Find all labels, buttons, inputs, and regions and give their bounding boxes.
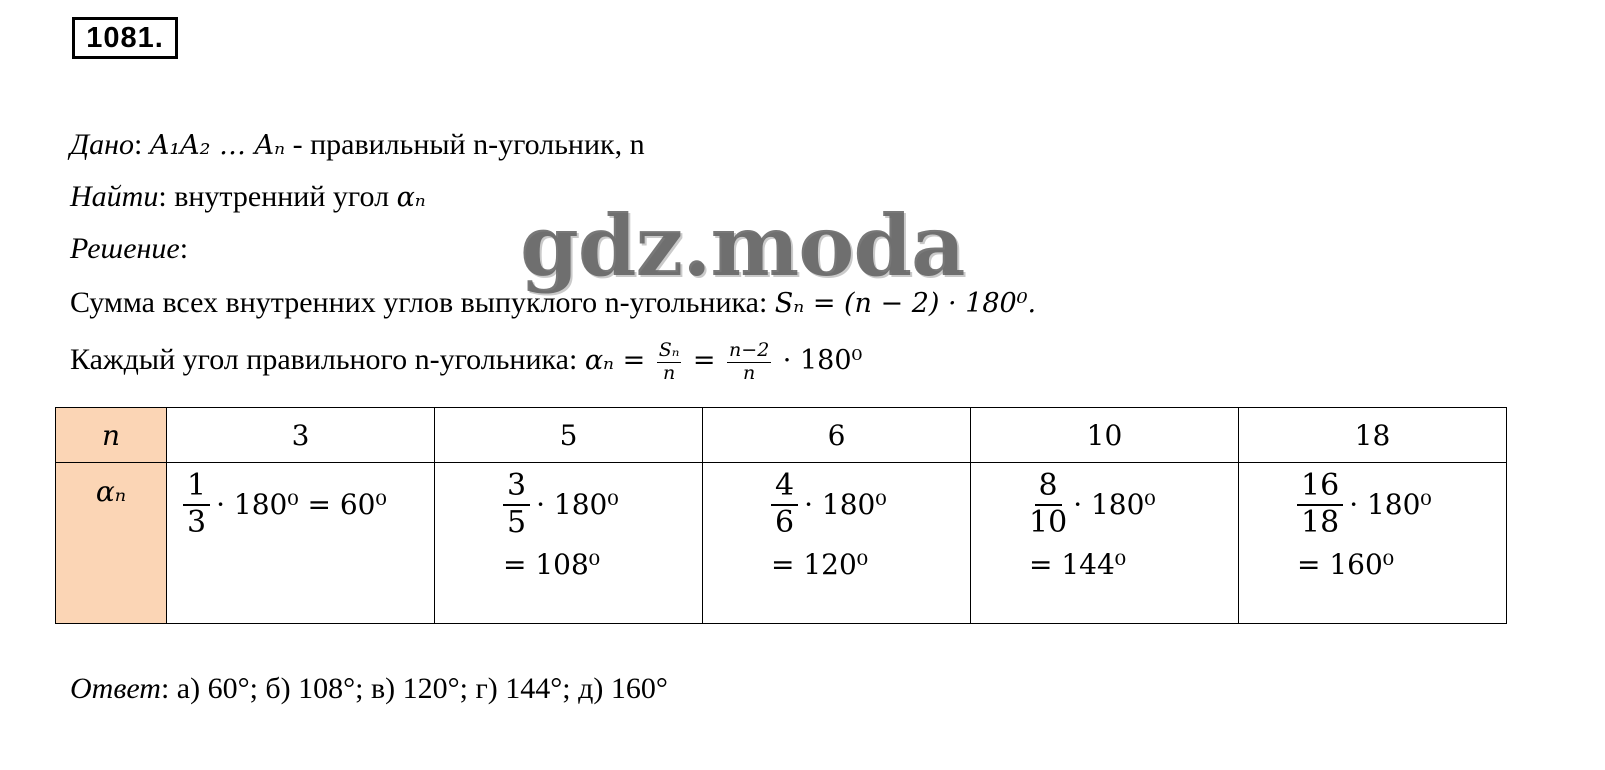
table-row-n <box>56 408 1507 463</box>
solution-label: Решение <box>70 232 180 265</box>
table-cell-alpha <box>435 463 703 624</box>
cell-fraction <box>1297 469 1343 540</box>
answer-label: Ответ <box>70 672 161 705</box>
each-lhs: αₙ = <box>584 345 646 377</box>
table-cell-n: 3 <box>167 408 435 463</box>
table-row-alpha <box>56 463 1507 624</box>
answer-line: Ответ: а) 60°; б) 108°; в) 120°; г) 144°; д) 160° <box>70 672 668 705</box>
fraction-numerator: 16 <box>1297 469 1343 506</box>
frac2-denominator: n <box>743 361 756 384</box>
sum-line <box>70 286 1036 320</box>
sum-text: Сумма всех внутренних углов выпуклого n-угольника: <box>70 286 768 319</box>
cell-multiplier: · 180⁰ <box>536 488 619 521</box>
cell-result: = 144⁰ <box>1029 548 1127 581</box>
table-cell-alpha <box>1239 463 1507 624</box>
cell-multiplier: · 180⁰ <box>804 488 887 521</box>
fraction-denominator: 18 <box>1301 504 1340 540</box>
cell-result: = 160⁰ <box>1297 548 1395 581</box>
fraction-numerator: 1 <box>183 469 210 506</box>
given-subject: A₁A₂ … Aₙ <box>149 130 286 161</box>
find-symbol: αₙ <box>396 182 426 213</box>
fraction-denominator: 5 <box>507 504 527 540</box>
table-cell-alpha <box>971 463 1239 624</box>
frac2-numerator: n−2 <box>729 339 770 361</box>
fraction-denominator: 10 <box>1029 504 1068 540</box>
table-cell-alpha <box>703 463 971 624</box>
find-text: внутренний угол <box>174 180 390 213</box>
solution-line: Решение: <box>70 232 189 265</box>
fraction-denominator: 6 <box>775 504 795 540</box>
table-cell-alpha <box>167 463 435 624</box>
given-text: - правильный n-угольник, n <box>292 128 645 161</box>
given-line: Дано: A₁A₂ … Aₙ - правильный n-угольник, n <box>70 128 645 161</box>
each-line <box>70 340 862 385</box>
fraction-sn-over-n <box>657 340 682 385</box>
find-label: Найти <box>70 180 159 213</box>
fraction-denominator: 3 <box>187 504 207 540</box>
fraction-numerator: 3 <box>503 469 530 506</box>
table-header-n: n <box>56 408 167 463</box>
table-cell-n: 18 <box>1239 408 1507 463</box>
each-tail: · 180⁰ <box>782 345 863 377</box>
table-cell-n: 10 <box>971 408 1239 463</box>
watermark-logo: gdz.moda <box>520 196 965 295</box>
cell-multiplier: · 180⁰ <box>1349 488 1432 521</box>
problem-number: 1081. <box>72 17 178 59</box>
solution-table <box>55 407 1507 624</box>
cell-fraction <box>503 469 530 540</box>
table-cell-n: 6 <box>703 408 971 463</box>
each-text: Каждый угол правильного n-угольника: <box>70 343 578 377</box>
cell-fraction <box>771 469 798 540</box>
cell-multiplier: · 180⁰ = 60⁰ <box>216 488 387 521</box>
table-cell-n: 5 <box>435 408 703 463</box>
given-label: Дано <box>70 128 134 161</box>
cell-fraction <box>183 469 210 540</box>
cell-fraction <box>1029 469 1067 540</box>
fraction-numerator: 8 <box>1035 469 1062 506</box>
cell-result: = 120⁰ <box>771 548 869 581</box>
frac1-denominator: n <box>662 361 676 384</box>
fraction-n-minus-2-over-n <box>727 340 771 385</box>
each-eq: = <box>692 345 716 377</box>
sum-formula: Sₙ = (n − 2) · 180⁰. <box>774 288 1037 319</box>
fraction-numerator: 4 <box>771 469 798 506</box>
frac1-numerator: Sₙ <box>658 339 680 361</box>
cell-multiplier: · 180⁰ <box>1073 488 1156 521</box>
table-header-alpha: αₙ <box>56 463 167 624</box>
cell-result: = 108⁰ <box>503 548 601 581</box>
answer-text: а) 60°; б) 108°; в) 120°; г) 144°; д) 160° <box>176 672 668 705</box>
find-line: Найти: внутренний угол αₙ <box>70 180 426 213</box>
